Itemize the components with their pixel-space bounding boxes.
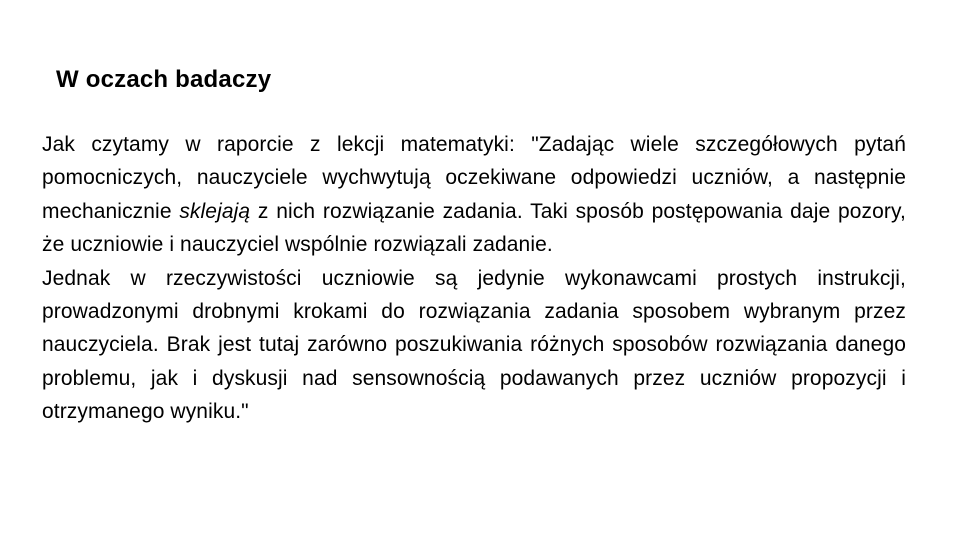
body-paragraph-2: Jednak w rzeczywistości uczniowie są jedynie wykonawcami prostych instrukcji, prowadzonymi drobnymi krokami do rozwiązania zadania sposobem wybranym przez nauczyciela. Brak jest tutaj zarówno poszukiwania różnych sposobów rozwiązania danego problemu, jak i dyskusji nad sensownością podawanych przez uczniów propozycji i otrzymanego wyniku." bbox=[42, 266, 906, 424]
paragraph-1-text-end: z nich rozwiązanie zadania. Taki sposób postępowania daje pozory, że uczniowie i nauczyciel wspólnie rozwiązali zadanie. bbox=[42, 199, 906, 257]
paragraph-1-text-start: Jak czytamy w raporcie z lekcji matematyki: "Zadając wiele szczegółowych pytań pomocniczych, nauczyciele wychwytują oczekiwane odpowiedzi uczniów, a następnie mechanicznie bbox=[42, 133, 906, 223]
body-paragraph-1 bbox=[42, 128, 906, 262]
slide-body bbox=[42, 128, 906, 429]
slide-title: W oczach badaczy bbox=[56, 66, 272, 93]
emphasized-word: sklejają bbox=[179, 199, 251, 223]
